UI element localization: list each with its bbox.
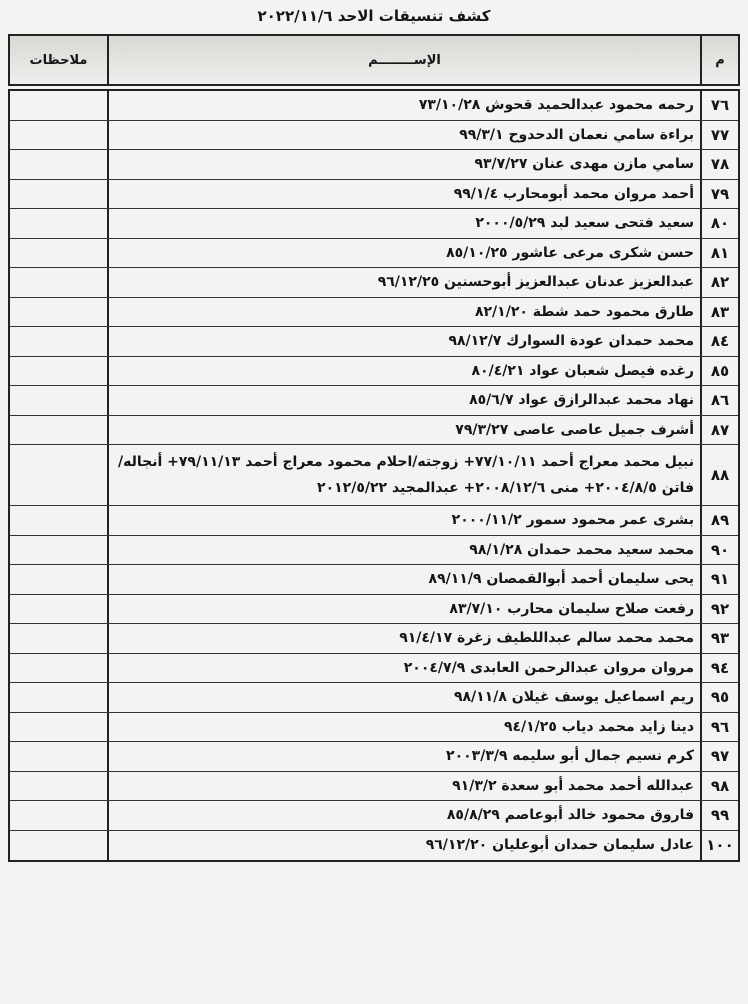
row-notes xyxy=(10,654,107,683)
row-notes xyxy=(10,386,107,415)
row-number: ٨٣ xyxy=(700,298,738,327)
row-notes xyxy=(10,506,107,535)
row-notes xyxy=(10,209,107,238)
table-row xyxy=(10,801,738,831)
row-number: ٩١ xyxy=(700,565,738,594)
row-name: دينا زايد محمد دياب ٩٤/١/٢٥ xyxy=(107,713,700,742)
row-number: ٩٠ xyxy=(700,536,738,565)
row-name: عبدالعزيز عدنان عبدالعزيز أبوحسنين ٩٦/١٢/٢٥ xyxy=(107,268,700,297)
row-name: مروان مروان عبدالرحمن العابدى ٢٠٠٤/٧/٩ xyxy=(107,654,700,683)
row-name: سامي مازن مهدى عنان ٩٣/٧/٢٧ xyxy=(107,150,700,179)
row-name: فاروق محمود خالد أبوعاصم ٨٥/٨/٢٩ xyxy=(107,801,700,830)
row-notes xyxy=(10,416,107,445)
row-notes xyxy=(10,683,107,712)
table-row xyxy=(10,239,738,269)
table-row xyxy=(10,624,738,654)
row-name: محمد محمد سالم عبداللطيف زغرة ٩١/٤/١٧ xyxy=(107,624,700,653)
row-notes xyxy=(10,772,107,801)
row-number: ٩٥ xyxy=(700,683,738,712)
row-name: نبيل محمد معراج أحمد ٧٧/١٠/١١+ زوجته/احلام محمود معراج أحمد ٧٩/١١/١٣+ أنجاله/ فاتن ٢٠٠٤/٨/٥+ منى ٢٠٠٨/١٢/٦+ عبدالمجيد ٢٠١٢/٥/٢٢ xyxy=(107,445,700,505)
names-table xyxy=(8,89,740,862)
row-notes xyxy=(10,150,107,179)
table-row xyxy=(10,506,738,536)
row-notes xyxy=(10,713,107,742)
row-name: حسن شكرى مرعى عاشور ٨٥/١٠/٢٥ xyxy=(107,239,700,268)
row-number: ٨٩ xyxy=(700,506,738,535)
row-notes xyxy=(10,268,107,297)
table-row xyxy=(10,595,738,625)
row-name: نهاد محمد عبدالرازق عواد ٨٥/٦/٧ xyxy=(107,386,700,415)
row-name: أشرف جميل عاصى عاصى ٧٩/٣/٢٧ xyxy=(107,416,700,445)
row-notes xyxy=(10,121,107,150)
table-row xyxy=(10,327,738,357)
row-number: ٩٨ xyxy=(700,772,738,801)
row-notes xyxy=(10,298,107,327)
header-name: الإســــــــم xyxy=(107,36,700,84)
row-notes xyxy=(10,742,107,771)
table-row xyxy=(10,831,738,861)
row-name: سعيد فتحى سعيد لبد ٢٠٠٠/٥/٢٩ xyxy=(107,209,700,238)
row-notes xyxy=(10,565,107,594)
table-row xyxy=(10,565,738,595)
row-number: ٩٤ xyxy=(700,654,738,683)
row-number: ٨٧ xyxy=(700,416,738,445)
table-row xyxy=(10,121,738,151)
row-name: رفعت صلاح سليمان محارب ٨٣/٧/١٠ xyxy=(107,595,700,624)
header-notes: ملاحظات xyxy=(10,36,107,84)
table-row xyxy=(10,209,738,239)
row-number: ٩٧ xyxy=(700,742,738,771)
table-row xyxy=(10,742,738,772)
table-row xyxy=(10,713,738,743)
row-notes xyxy=(10,445,107,505)
page-title: كشف تنسيقات الاحد ٢٠٢٢/١١/٦ xyxy=(257,7,491,25)
row-name: بشرى عمر محمود سمور ٢٠٠٠/١١/٢ xyxy=(107,506,700,535)
row-number: ٨٨ xyxy=(700,445,738,505)
table-row xyxy=(10,445,738,506)
table-row xyxy=(10,357,738,387)
row-number: ٩٦ xyxy=(700,713,738,742)
row-notes xyxy=(10,801,107,830)
row-notes xyxy=(10,180,107,209)
table-row xyxy=(10,416,738,446)
row-notes xyxy=(10,595,107,624)
row-notes xyxy=(10,357,107,386)
row-number: ٨٤ xyxy=(700,327,738,356)
row-name: عادل سليمان حمدان أبوعليان ٩٦/١٢/٢٠ xyxy=(107,831,700,861)
row-name: عبدالله أحمد محمد أبو سعدة ٩١/٣/٢ xyxy=(107,772,700,801)
table-row xyxy=(10,180,738,210)
table-row xyxy=(10,536,738,566)
table-row xyxy=(10,654,738,684)
row-number: ٩٩ xyxy=(700,801,738,830)
row-number: ٧٨ xyxy=(700,150,738,179)
table-row xyxy=(10,683,738,713)
table-row xyxy=(10,91,738,121)
row-name: أحمد مروان محمد أبومحارب ٩٩/١/٤ xyxy=(107,180,700,209)
row-notes xyxy=(10,536,107,565)
row-notes xyxy=(10,624,107,653)
row-number: ٨٢ xyxy=(700,268,738,297)
row-number: ٧٦ xyxy=(700,91,738,120)
table-row xyxy=(10,268,738,298)
row-number: ٧٩ xyxy=(700,180,738,209)
row-number: ٩٣ xyxy=(700,624,738,653)
row-name: كرم نسيم جمال أبو سليمه ٢٠٠٣/٣/٩ xyxy=(107,742,700,771)
row-number: ١٠٠ xyxy=(700,831,738,861)
row-number: ٨١ xyxy=(700,239,738,268)
row-notes xyxy=(10,327,107,356)
row-name: محمد حمدان عودة السوارك ٩٨/١٢/٧ xyxy=(107,327,700,356)
row-notes xyxy=(10,831,107,861)
row-name: رحمه محمود عبدالحميد قحوش ٧٣/١٠/٢٨ xyxy=(107,91,700,120)
table-row xyxy=(10,386,738,416)
row-name: رغده فيصل شعبان عواد ٨٠/٤/٢١ xyxy=(107,357,700,386)
row-number: ٨٦ xyxy=(700,386,738,415)
table-row xyxy=(10,150,738,180)
row-name: يحى سليمان أحمد أبوالقمصان ٨٩/١١/٩ xyxy=(107,565,700,594)
table-row xyxy=(10,298,738,328)
names-sheet xyxy=(8,34,740,855)
table-header xyxy=(8,34,740,86)
row-number: ٨٥ xyxy=(700,357,738,386)
table-row xyxy=(10,772,738,802)
row-name: محمد سعيد محمد حمدان ٩٨/١/٢٨ xyxy=(107,536,700,565)
row-name: ريم اسماعيل يوسف غيلان ٩٨/١١/٨ xyxy=(107,683,700,712)
row-name: براءة سامي نعمان الدحدوح ٩٩/٣/١ xyxy=(107,121,700,150)
row-number: ٩٢ xyxy=(700,595,738,624)
row-notes xyxy=(10,239,107,268)
header-number: م xyxy=(700,36,738,84)
row-number: ٧٧ xyxy=(700,121,738,150)
row-number: ٨٠ xyxy=(700,209,738,238)
row-notes xyxy=(10,91,107,120)
row-name: طارق محمود حمد شطة ٨٢/١/٢٠ xyxy=(107,298,700,327)
